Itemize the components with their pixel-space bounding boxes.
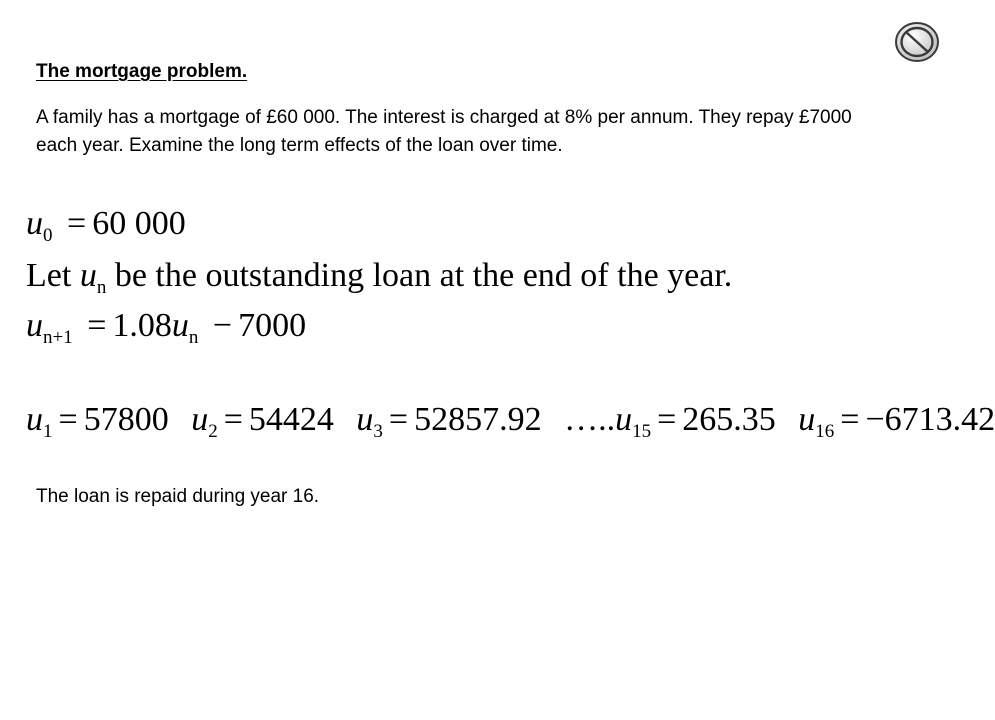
variable: u: [26, 205, 43, 242]
conclusion-text: The loan is repaid during year 16.: [36, 486, 320, 507]
term-u2: [191, 401, 334, 442]
definition-text: be the outstanding loan at the end of the year.: [106, 257, 733, 294]
equals-sign: =: [657, 401, 677, 438]
subscript: n: [188, 327, 199, 348]
variable: u: [26, 307, 43, 344]
equals-sign: =: [388, 401, 409, 438]
subscript: 3: [373, 421, 383, 442]
variable: u: [356, 401, 374, 438]
constant: 7000: [238, 307, 307, 344]
subscript: n+1: [43, 327, 73, 348]
problem-statement: A family has a mortgage of £60 000. The interest is charged at 8% per annum. They repay £7000 each year. Examine the long term effects of the loan over time.: [36, 107, 852, 156]
subscript: 15: [632, 421, 652, 442]
term-u1: [26, 401, 169, 442]
variable: u: [615, 401, 633, 438]
equals-sign: =: [58, 401, 78, 438]
subscript: 1: [43, 421, 53, 442]
no-symbol-icon: [893, 20, 941, 64]
subscript: 0: [43, 225, 53, 246]
recurrence-relation: [26, 306, 306, 346]
variable: u: [798, 401, 816, 438]
coefficient: 1.08: [112, 307, 172, 344]
value: −6713.42: [865, 401, 995, 438]
variable: u: [26, 401, 43, 438]
subscript: 2: [208, 421, 218, 442]
equation-initial-value: [26, 204, 186, 244]
ellipsis: …..: [564, 401, 616, 438]
term-u15: [564, 401, 776, 442]
computed-terms: [26, 400, 995, 440]
subscript: n: [96, 277, 107, 298]
minus-sign: −: [212, 307, 233, 344]
nav-action-button[interactable]: [893, 20, 941, 64]
value: 60 000: [92, 205, 186, 242]
slide-title: The mortgage problem.: [36, 61, 248, 82]
term-u16: [798, 401, 995, 442]
value: 265.35: [682, 401, 776, 438]
definition-prefix: Let: [26, 257, 80, 294]
variable: u: [171, 307, 189, 344]
equals-sign: =: [223, 401, 243, 438]
definition-line: [26, 256, 732, 296]
variable: u: [191, 401, 209, 438]
value: 54424: [248, 401, 334, 438]
value: 57800: [83, 401, 169, 438]
subscript: 16: [815, 421, 835, 442]
variable: u: [79, 257, 97, 294]
equals-sign: =: [67, 205, 87, 242]
equals-sign: =: [840, 401, 860, 438]
value: 52857.92: [414, 401, 542, 438]
equals-sign: =: [87, 307, 107, 344]
term-u3: [356, 401, 542, 442]
